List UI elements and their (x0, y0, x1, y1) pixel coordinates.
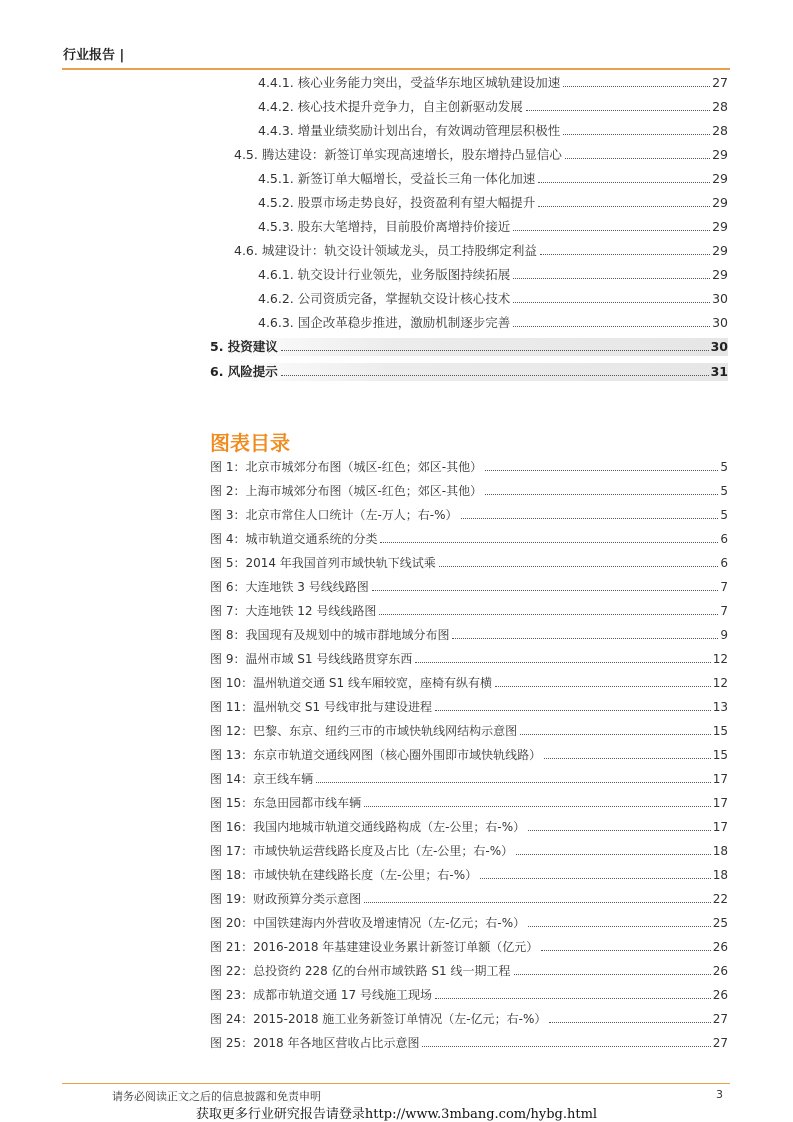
figure-entry-label: 图 20：中国铁建海内外营收及增速情况（左-亿元；右-%） (210, 916, 526, 930)
leader-dots (549, 1022, 710, 1023)
figure-entry-page: 15 (712, 724, 728, 738)
leader-dots (364, 806, 711, 807)
figure-entry-page: 9 (720, 628, 728, 642)
toc-entry-page: 29 (712, 219, 728, 234)
toc-entry-label: 4.6.2. 公司资质完备，掌握轨交设计核心技术 (258, 291, 511, 306)
figure-entry-label: 图 10：温州轨道交通 S1 线车厢较宽，座椅有纵有横 (210, 676, 492, 690)
figure-entry-label: 图 23：成都市轨道交通 17 号线施工现场 (210, 988, 432, 1002)
figure-entry[interactable] (210, 602, 728, 620)
figure-entry[interactable] (210, 554, 728, 572)
figure-entry-label: 图 8：我国现有及规划中的城市群地域分布图 (210, 628, 450, 642)
figure-entry-label: 图 11：温州轨交 S1 号线审批与建设进程 (210, 700, 432, 714)
figures-index-title: 图表目录 (210, 431, 290, 455)
toc-entry-label: 4.6.1. 轨交设计行业领先，业务版图持续拓展 (258, 267, 511, 282)
figure-entry-page: 27 (712, 1012, 728, 1026)
figure-entry-label: 图 19：财政预算分类示意图 (210, 892, 362, 906)
leader-dots (495, 686, 711, 687)
figure-entry-page: 27 (712, 1036, 728, 1050)
figure-entry-label: 图 24：2015-2018 施工业务新签订单情况（左-亿元；右-%） (210, 1012, 547, 1026)
toc-entry[interactable] (258, 74, 728, 92)
footer-rule (62, 1083, 730, 1084)
figure-entry-label: 图 17：市域快轨运营线路长度及占比（左-公里；右-%） (210, 844, 514, 858)
leader-dots (513, 326, 710, 327)
figure-entry[interactable] (210, 818, 728, 836)
figure-entry-label: 图 1：北京市城郊分布图（城区-红色；郊区-其他） (210, 460, 483, 474)
figure-entry-label: 图 22：总投资约 228 亿的台州市域铁路 S1 线一期工程 (210, 964, 511, 978)
toc-entry[interactable] (258, 194, 728, 212)
toc-entry[interactable] (258, 122, 728, 140)
toc-entry-label: 4.5. 腾达建设：新签订单实现高速增长，股东增持凸显信心 (234, 147, 562, 162)
toc-entry-page: 28 (712, 99, 728, 114)
toc-entry-page: 29 (712, 267, 728, 282)
leader-dots (422, 1046, 710, 1047)
leader-dots (526, 110, 710, 111)
header-title (63, 44, 124, 63)
leader-dots (379, 614, 718, 615)
toc-entry-page: 29 (712, 195, 728, 210)
figure-entry-label: 图 7：大连地铁 12 号线线路图 (210, 604, 377, 618)
figure-entry-label: 图 15：东急田园都市线车辆 (210, 796, 362, 810)
leader-dots (380, 542, 718, 543)
leader-dots (520, 734, 711, 735)
toc-entry[interactable] (258, 266, 728, 284)
figure-entry[interactable] (210, 674, 728, 692)
figure-entry-label: 图 4：城市轨道交通系统的分类 (210, 532, 378, 546)
leader-dots (544, 758, 711, 759)
leader-dots (415, 662, 710, 663)
leader-dots (541, 950, 710, 951)
leader-dots (538, 206, 710, 207)
toc-entry[interactable] (234, 242, 728, 260)
toc-entry-label: 4.6.3. 国企改革稳步推进，激励机制逐步完善 (258, 315, 511, 330)
toc-entry-page: 31 (710, 364, 728, 379)
toc-entry-label: 4.5.3. 股东大笔增持，目前股价离增持价接近 (258, 219, 511, 234)
leader-dots (435, 998, 711, 999)
figure-entry[interactable] (210, 506, 728, 524)
figure-entry-page: 6 (720, 532, 728, 546)
figure-entry-label: 图 14：京王线车辆 (210, 772, 314, 786)
leader-dots (514, 974, 711, 975)
figure-entry-label: 图 5：2014 年我国首列市域快轨下线试乘 (210, 556, 436, 570)
footer-link[interactable]: 获取更多行业研究报告请登录http://www.3mbang.com/hybg.html (195, 1107, 598, 1122)
leader-dots (461, 518, 719, 519)
figure-entry-label: 图 18：市域快轨在建线路长度（左-公里；右-%） (210, 868, 478, 882)
leader-dots (439, 566, 719, 567)
figure-entry-label: 图 3：北京市常住人口统计（左-万人；右-%） (210, 508, 458, 522)
toc-entry-page: 30 (712, 291, 728, 306)
figure-entry-page: 17 (712, 820, 728, 834)
leader-dots (281, 350, 709, 351)
leader-dots (563, 86, 710, 87)
figure-entry[interactable] (210, 1034, 728, 1052)
leader-dots (485, 470, 718, 471)
toc-entry-page: 30 (710, 339, 728, 354)
figure-entry-page: 26 (712, 964, 728, 978)
leader-dots (528, 830, 711, 831)
figure-entry-page: 7 (720, 604, 728, 618)
toc-entry-label: 4.5.1. 新签订单大幅增长，受益长三角一体化加速 (258, 171, 536, 186)
figure-entry-page: 26 (712, 988, 728, 1002)
figure-entry-page: 5 (720, 508, 728, 522)
leader-dots (563, 134, 710, 135)
figure-entry-label: 图 6：大连地铁 3 号线线路图 (210, 580, 369, 594)
figure-entry-page: 17 (712, 796, 728, 810)
leader-dots (538, 182, 710, 183)
toc-entry-label: 4.5.2. 股票市场走势良好，投资盈利有望大幅提升 (258, 195, 536, 210)
figure-entry[interactable] (210, 530, 728, 548)
toc-entry[interactable] (258, 314, 728, 332)
leader-dots (540, 254, 710, 255)
leader-dots (480, 878, 711, 879)
figure-entry[interactable] (210, 698, 728, 716)
figure-entry[interactable] (210, 458, 728, 476)
toc-entry-label: 4.6. 城建设计：轨交设计领域龙头，员工持股绑定利益 (234, 243, 537, 258)
figure-entry[interactable] (210, 842, 728, 860)
leader-dots (513, 302, 710, 303)
toc-entry-label: 4.4.3. 增量业绩奖励计划出台，有效调动管理层积极性 (258, 123, 561, 138)
leader-dots (281, 375, 709, 376)
figure-entry-label: 图 13：东京市轨道交通线网图（核心圈外围即市域快轨线路） (210, 748, 542, 762)
figure-entry-label: 图 21：2016-2018 年基建建设业务累计新签订单额（亿元） (210, 940, 539, 954)
toc-entry-page: 29 (712, 171, 728, 186)
header-rule (62, 68, 730, 70)
figure-entry[interactable] (210, 962, 728, 980)
toc-entry[interactable] (258, 218, 728, 236)
figure-entry-page: 12 (712, 676, 728, 690)
figure-entry-page: 12 (712, 652, 728, 666)
figure-entry-page: 15 (712, 748, 728, 762)
figure-entry-page: 5 (720, 484, 728, 498)
toc-entry[interactable] (234, 146, 728, 164)
toc-entry-page: 27 (712, 75, 728, 90)
figure-entry-page: 17 (712, 772, 728, 786)
toc-entry[interactable] (258, 290, 728, 308)
toc-entry-page: 29 (712, 147, 728, 162)
figure-entry[interactable] (210, 866, 728, 884)
figure-entry-page: 25 (712, 916, 728, 930)
leader-dots (513, 230, 710, 231)
toc-entry-label: 4.4.1. 核心业务能力突出，受益华东地区城轨建设加速 (258, 75, 561, 90)
figure-entry-label: 图 9：温州市域 S1 号线线路贯穿东西 (210, 652, 413, 666)
figure-entry-page: 13 (712, 700, 728, 714)
figure-entry[interactable] (210, 650, 728, 668)
toc-chapter-entry[interactable] (210, 338, 728, 356)
figure-entry-page: 7 (720, 580, 728, 594)
figure-entry-page: 6 (720, 556, 728, 570)
footer-disclaimer: 请务必阅读正文之后的信息披露和免责申明 (112, 1090, 321, 1103)
figure-entry[interactable] (210, 890, 728, 908)
figure-entry[interactable] (210, 626, 728, 644)
figure-entry-label: 图 16：我国内地城市轨道交通线路构成（左-公里；右-%） (210, 820, 526, 834)
figure-entry-page: 18 (712, 868, 728, 882)
figure-entry[interactable] (210, 986, 728, 1004)
toc-entry-label: 5. 投资建议 (210, 339, 278, 354)
toc-entry[interactable] (258, 170, 728, 188)
figure-entry[interactable] (210, 914, 728, 932)
figure-entry[interactable] (210, 794, 728, 812)
leader-dots (435, 710, 711, 711)
header-separator: | (119, 48, 125, 63)
toc-chapter-entry[interactable] (210, 363, 728, 381)
figure-entry-page: 26 (712, 940, 728, 954)
leader-dots (565, 158, 710, 159)
figure-entry-label: 图 25：2018 年各地区营收占比示意图 (210, 1036, 420, 1050)
figure-entry-label: 图 2：上海市城郊分布图（城区-红色；郊区-其他） (210, 484, 483, 498)
figure-entry[interactable] (210, 746, 728, 764)
toc-entry-label: 6. 风险提示 (210, 364, 278, 379)
report-type-label: 行业报告 (63, 48, 116, 63)
leader-dots (316, 782, 711, 783)
figure-entry-label: 图 12：巴黎、东京、纽约三市的市域快轨线网结构示意图 (210, 724, 518, 738)
figure-entry[interactable] (210, 770, 728, 788)
leader-dots (364, 902, 711, 903)
figure-entry[interactable] (210, 938, 728, 956)
leader-dots (452, 638, 718, 639)
toc-entry[interactable] (258, 98, 728, 116)
toc-entry-page: 28 (712, 123, 728, 138)
leader-dots (516, 854, 711, 855)
figure-entry-page: 18 (712, 844, 728, 858)
figure-entry[interactable] (210, 482, 728, 500)
toc-entry-page: 30 (712, 315, 728, 330)
figure-entry[interactable] (210, 1010, 728, 1028)
page-number: 3 (716, 1088, 723, 1101)
toc-entry-page: 29 (712, 243, 728, 258)
leader-dots (513, 278, 710, 279)
figure-entry-page: 5 (720, 460, 728, 474)
leader-dots (372, 590, 719, 591)
figure-entry-page: 22 (712, 892, 728, 906)
figure-entry[interactable] (210, 722, 728, 740)
leader-dots (528, 926, 711, 927)
toc-entry-label: 4.4.2. 核心技术提升竞争力，自主创新驱动发展 (258, 99, 523, 114)
leader-dots (485, 494, 718, 495)
figure-entry[interactable] (210, 578, 728, 596)
